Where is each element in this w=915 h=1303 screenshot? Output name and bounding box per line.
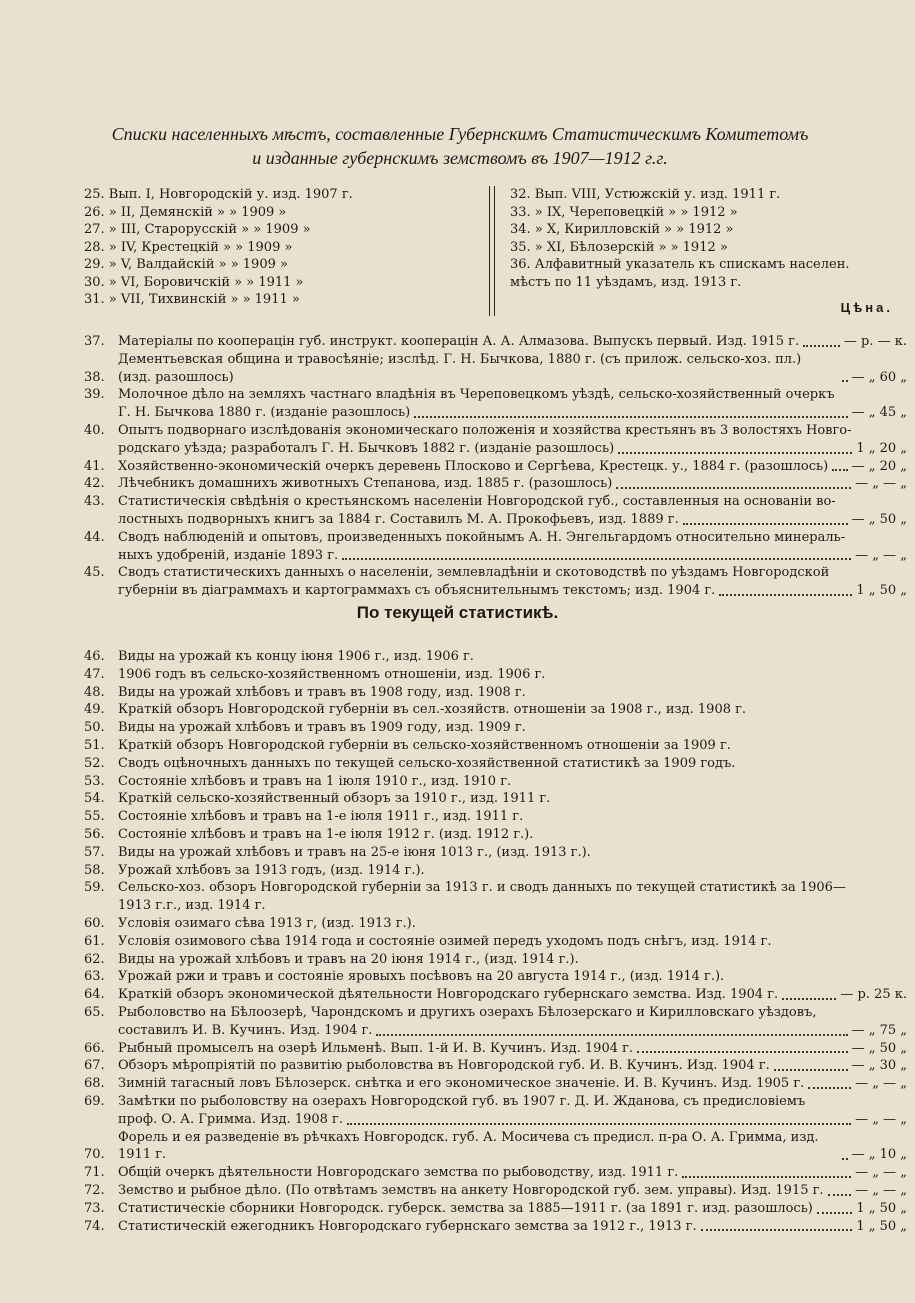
item-text: Общій очеркъ дѣятельности Новгородскаго земства по рыбоводству, изд. 1911 г. <box>118 1165 679 1181</box>
dot-leader <box>342 558 851 560</box>
list-item <box>84 933 907 951</box>
dot-leader <box>817 1212 852 1214</box>
item-number: 46. <box>84 649 105 664</box>
item-number: 39. <box>84 387 105 403</box>
list-item <box>84 1182 907 1200</box>
item-text: Виды на урожай хлѣбовъ и травъ на 20 іюня 1914 г., (изд. 1914 г.). <box>118 951 579 967</box>
item-text: проф. О. А. Гримма. Изд. 1908 г. <box>118 1111 343 1127</box>
volume-entry: мѣстъ по 11 уѣздамъ, изд. 1913 г. <box>510 274 742 290</box>
item-price: — „ — „ <box>855 1165 907 1181</box>
item-text: Виды на урожай хлѣбовъ и травъ въ 1908 году, изд. 1908 г. <box>118 684 526 700</box>
item-text: Условія озимаго сѣва 1913 г, (изд. 1913 г.). <box>118 915 416 931</box>
item-price: — „ — „ <box>855 476 907 492</box>
item-text: Рыболовство на Бѣлоозерѣ, Чарондскомъ и другихъ озерахъ Бѣлозерскаго и Кирилловскаго уѣздовъ, <box>118 1004 817 1020</box>
list-item <box>84 968 907 986</box>
item-text: составилъ И. В. Кучинъ. Изд. 1904 г. <box>118 1022 373 1038</box>
item-text: Форель и ея разведеніе въ рѣчкахъ Новгородск. губ. А. Мосичева съ предисл. п-ра О. А. Гримма, изд. 1911 г. <box>118 1129 819 1163</box>
item-text: Хозяйственно-экономическій очеркъ деревень Плосково и Сергѣева, Крестецк. у., 1884 г. (разошлось) <box>118 458 829 474</box>
item-price: — „ — „ <box>855 1182 907 1198</box>
volume-entry: 32. Вып. VIII, Устюжскій у. изд. 1911 г. <box>510 187 781 202</box>
list-item <box>84 440 907 458</box>
volume-entry: 34. » X, Кирилловскій » » 1912 » <box>510 222 734 237</box>
list-item <box>84 719 907 737</box>
item-text: родскаго уѣзда; разработалъ Г. Н. Бычковъ 1882 г. (изданіе разошлось) <box>118 440 615 456</box>
item-number: 40. <box>84 422 105 438</box>
item-number: 61. <box>84 933 105 949</box>
item-price: — „ 30 „ <box>851 1058 907 1074</box>
item-number: 48. <box>84 684 105 700</box>
dot-leader <box>618 452 852 454</box>
item-price: — р. 25 к. <box>840 987 907 1003</box>
item-text: Урожай хлѣбовъ за 1913 годъ, (изд. 1914 г.). <box>118 862 425 878</box>
dot-leader <box>616 487 851 489</box>
list-item <box>84 737 907 755</box>
volumes-left-column <box>84 186 353 309</box>
item-price: 1 „ 20 „ <box>856 440 907 456</box>
item-number: 55. <box>84 809 105 825</box>
item-text: Замѣтки по рыболовству на озерахъ Новгородской губ. въ 1907 г. Д. И. Жданова, съ предисловіемъ <box>118 1093 806 1109</box>
publications-list-a <box>84 333 907 600</box>
item-text: Сводъ оцѣночныхъ данныхъ по текущей сельско-хозяйственной статистикѣ за 1909 годъ. <box>118 755 736 771</box>
item-number: 45. <box>84 565 105 581</box>
item-price: — „ — „ <box>855 547 907 563</box>
list-item <box>84 1004 907 1022</box>
list-item <box>84 666 907 684</box>
dot-leader <box>832 469 847 471</box>
dot-leader <box>782 998 836 1000</box>
item-price: — „ 75 „ <box>851 1022 907 1038</box>
item-price: — „ 20 „ <box>851 458 907 474</box>
item-number: 44. <box>84 529 105 545</box>
item-text: Молочное дѣло на земляхъ частнаго владѣнія въ Череповецкомъ уѣздѣ, сельско-хозяйственный очеркъ <box>118 387 835 403</box>
item-number: 51. <box>84 737 105 753</box>
item-number: 66. <box>84 1040 105 1056</box>
list-item <box>84 1200 907 1218</box>
list-item <box>84 790 907 808</box>
list-item <box>84 422 907 440</box>
list-item <box>84 844 907 862</box>
item-text: Условія озимового сѣва 1914 года и состояніе озимей передъ уходомъ подъ снѣгъ, изд. 1914 г. <box>118 933 772 949</box>
item-number: 71. <box>84 1165 105 1181</box>
list-item <box>84 475 907 493</box>
item-text: Сводъ наблюденій и опытовъ, произведенныхъ покойнымъ А. Н. Энгельгардомъ относительно минераль- <box>118 529 846 545</box>
item-text: Матеріалы по кооперацін губ. инструкт. кооперацін А. А. Алмазова. Выпускъ первый. Изд. 1915 г. <box>118 334 800 349</box>
dot-leader <box>842 1158 848 1160</box>
item-number: 53. <box>84 773 105 789</box>
price-column-header: Цѣна. <box>840 300 893 315</box>
volume-entry: 27. » III, Старорусскій » » 1909 » <box>84 222 311 237</box>
section-title-current-statistics: По текущей статистикѣ. <box>356 603 559 622</box>
volume-entry: 30. » VI, Боровичскій » » 1911 » <box>84 274 304 290</box>
list-item <box>84 1022 907 1040</box>
item-number: 43. <box>84 494 105 510</box>
item-text: Лѣчебникъ домашнихъ животныхъ Степанова, изд. 1885 г. (разошлось) <box>118 476 613 492</box>
list-item <box>84 351 907 387</box>
item-text: Краткій сельско-хозяйственный обзоръ за 1910 г., изд. 1911 г. <box>118 791 551 807</box>
dot-leader <box>719 594 852 596</box>
list-item <box>84 1040 907 1058</box>
item-number: 37. <box>84 334 105 349</box>
catalog-title-line-1: Списки населенныхъ мѣстъ, составленные Губернскимъ Статистическимъ Комитетомъ <box>111 124 809 144</box>
item-price: 1 „ 50 „ <box>856 1218 907 1234</box>
item-number: 58. <box>84 862 105 878</box>
item-price: — „ 50 „ <box>851 511 907 527</box>
list-item <box>84 582 907 600</box>
item-text: Урожай ржи и травъ и состояніе яровыхъ посѣвовъ на 20 августа 1914 г., (изд. 1914 г.). <box>118 969 725 985</box>
item-number: 62. <box>84 951 105 967</box>
item-number: 59. <box>84 880 105 896</box>
item-text: Рыбный промыселъ на озерѣ Ильменѣ. Вып. 1-й И. В. Кучинъ. Изд. 1904 г. <box>118 1040 634 1056</box>
dot-leader <box>414 416 847 418</box>
item-text: Краткій обзоръ экономической дѣятельности Новгородскаго губернскаго земства. Изд. 1904 г. <box>118 987 779 1003</box>
item-number: 49. <box>84 702 105 718</box>
item-price: — „ 60 „ <box>851 369 907 385</box>
item-price: — „ — „ <box>855 1076 907 1092</box>
list-item <box>84 1093 907 1111</box>
item-text: Статистическія свѣдѣнія о крестьянскомъ населеніи Новгородской губ., составленныя на основаніи во- <box>118 494 836 510</box>
list-item <box>84 1164 907 1182</box>
list-item <box>84 915 907 933</box>
item-text: Дементьевская община и травосѣяніе; изслѣд. Г. Н. Бычкова, 1880 г. (съ прилож. сельско-хоз. пл.) (изд. разошлось) <box>118 351 802 385</box>
dot-leader <box>637 1051 848 1053</box>
item-price: 1 „ 50 „ <box>856 583 907 599</box>
list-item <box>84 1075 907 1093</box>
item-text: 1913 г.г., изд. 1914 г. <box>118 898 266 914</box>
item-text: лостныхъ подворныхъ книгъ за 1884 г. Составилъ М. А. Прокофьевъ, изд. 1889 г. <box>118 511 679 527</box>
volume-entry: 33. » IX, Череповецкій » » 1912 » <box>510 204 738 220</box>
item-text: Зимній тагасный ловъ Бѣлозерск. снѣтка и его экономическое значеніе. И. В. Кучинъ. Изд. 1905 г. <box>118 1076 805 1092</box>
item-text: ныхъ удобреній, изданіе 1893 г. <box>118 547 339 563</box>
item-text: Состояніе хлѣбовъ и травъ на 1 іюля 1910 г., изд. 1910 г. <box>118 773 512 789</box>
item-text: Состояніе хлѣбовъ и травъ на 1-е іюля 1912 г. (изд. 1912 г.). <box>118 826 534 842</box>
item-text: губерніи въ діаграммахъ и картограммахъ съ объяснительнымъ текстомъ; изд. 1904 г. <box>118 583 716 599</box>
volume-entry: 29. » V, Валдайскій » » 1909 » <box>84 257 288 272</box>
item-number: 73. <box>84 1200 105 1216</box>
list-item <box>84 1111 907 1129</box>
item-number: 64. <box>84 987 105 1003</box>
list-item <box>84 986 907 1004</box>
list-item <box>84 897 907 915</box>
item-text: Сводъ статистическихъ данныхъ о населеніи, землевладѣніи и скотоводствѣ по уѣздамъ Новгородской <box>118 565 830 581</box>
item-text: Опытъ подворнаго изслѣдованія экономическаго положенія и хозяйства крестьянъ въ 3 волостяхъ Новго- <box>118 422 852 438</box>
list-item <box>84 511 907 529</box>
dot-leader <box>682 1176 851 1178</box>
item-number: 63. <box>84 969 105 985</box>
item-number: 74. <box>84 1218 105 1234</box>
dot-leader <box>683 523 848 525</box>
item-number: 38. <box>84 369 105 385</box>
dot-leader <box>828 1194 852 1196</box>
dot-leader <box>376 1034 847 1036</box>
volume-entry: 26. » II, Демянскій » » 1909 » <box>84 204 287 220</box>
item-number: 70. <box>84 1147 105 1163</box>
item-text: Статистическіе сборники Новгородск. губерск. земства за 1885—1911 г. (за 1891 г. изд. разошлось) <box>118 1200 813 1216</box>
item-number: 57. <box>84 844 105 860</box>
item-text: Сельско-хоз. обзоръ Новгородской губерніи за 1913 г. и сводъ данныхъ по текущей статистикѣ за 1906— <box>118 880 846 896</box>
item-text: Виды на урожай къ концу іюня 1906 г., изд. 1906 г. <box>118 649 474 664</box>
item-number: 68. <box>84 1076 105 1092</box>
item-text: Земство и рыбное дѣло. (По отвѣтамъ земствъ на анкету Новгородской губ. зем. управы). Изд. 1915 г. <box>118 1182 824 1198</box>
list-item <box>84 1218 907 1236</box>
item-price: — р. — к. <box>843 334 907 349</box>
item-price: 1 „ 50 „ <box>856 1200 907 1216</box>
list-item <box>84 564 907 582</box>
publications-list-b <box>84 648 907 1235</box>
dot-leader <box>701 1229 853 1231</box>
item-number: 67. <box>84 1058 105 1074</box>
list-item <box>84 701 907 719</box>
list-item <box>84 773 907 791</box>
list-item <box>84 333 907 351</box>
item-text: Краткій обзоръ Новгородской губерніи въ сел.-хозяйств. отношеніи за 1908 г., изд. 1908 г. <box>118 702 747 718</box>
item-price: — „ 50 „ <box>851 1040 907 1056</box>
item-text: Состояніе хлѣбовъ и травъ на 1-е іюля 1911 г., изд. 1911 г. <box>118 809 524 825</box>
list-item <box>84 648 907 666</box>
list-item <box>84 386 907 404</box>
list-item <box>84 862 907 880</box>
list-item <box>84 879 907 897</box>
list-item <box>84 1057 907 1075</box>
volume-entry: 36. Алфавитный указатель къ спискамъ населен. <box>510 257 850 272</box>
item-text: Статистическій ежегодникъ Новгородскаго губернскаго земства за 1912 г., 1913 г. <box>118 1218 697 1234</box>
catalog-title-line-2: и изданные губернскимъ земствомъ въ 1907—1912 г.г. <box>252 148 668 168</box>
item-number: 72. <box>84 1182 105 1198</box>
dot-leader <box>808 1087 851 1089</box>
column-divider <box>489 186 495 316</box>
item-price: — „ 10 „ <box>851 1147 907 1163</box>
item-text: Краткій обзоръ Новгородской губерніи въ сельско-хозяйственномъ отношеніи за 1909 г. <box>118 737 731 753</box>
list-item <box>84 404 907 422</box>
item-number: 65. <box>84 1004 105 1020</box>
item-text: Обзоръ мѣропріятій по развитію рыболовства въ Новгородской губ. И. В. Кучинъ. Изд. 1904 г. <box>118 1058 770 1074</box>
item-price: — „ — „ <box>855 1111 907 1127</box>
item-text: Виды на урожай хлѣбовъ и травъ на 25-е іюня 1013 г., (изд. 1913 г.). <box>118 844 591 860</box>
catalog-title <box>60 122 860 170</box>
list-item <box>84 684 907 702</box>
list-item <box>84 808 907 826</box>
item-number: 54. <box>84 791 105 807</box>
volume-entry: 31. » VII, Тихвинскій » » 1911 » <box>84 292 300 307</box>
item-number: 42. <box>84 476 105 492</box>
item-number: 69. <box>84 1093 105 1109</box>
item-number: 47. <box>84 666 105 682</box>
item-text: 1906 годъ въ сельско-хозяйственномъ отношеніи, изд. 1906 г. <box>118 666 546 682</box>
item-number: 60. <box>84 915 105 931</box>
list-item <box>84 755 907 773</box>
item-number: 50. <box>84 720 105 736</box>
list-item <box>84 826 907 844</box>
dot-leader <box>842 380 848 382</box>
list-item <box>84 1129 907 1165</box>
volume-entry: 35. » XI, Бѣлозерскій » » 1912 » <box>510 239 728 255</box>
item-price: — „ 45 „ <box>851 405 907 421</box>
dot-leader <box>803 345 840 347</box>
list-item <box>84 547 907 565</box>
item-text: Виды на урожай хлѣбовъ и травъ въ 1909 году, изд. 1909 г. <box>118 720 526 736</box>
volume-entry: 28. » IV, Крестецкій » » 1909 » <box>84 239 293 255</box>
item-number: 52. <box>84 755 105 771</box>
dot-leader <box>774 1069 848 1071</box>
list-item <box>84 951 907 969</box>
item-number: 56. <box>84 826 105 842</box>
list-item <box>84 458 907 476</box>
volume-entry: 25. Вып. I, Новгородскій у. изд. 1907 г. <box>84 187 353 202</box>
list-item <box>84 493 907 511</box>
dot-leader <box>347 1123 851 1125</box>
list-item <box>84 529 907 547</box>
item-text: Г. Н. Бычкова 1880 г. (изданіе разошлось) <box>118 405 411 421</box>
item-number: 41. <box>84 458 105 474</box>
volumes-right-column <box>510 186 850 291</box>
